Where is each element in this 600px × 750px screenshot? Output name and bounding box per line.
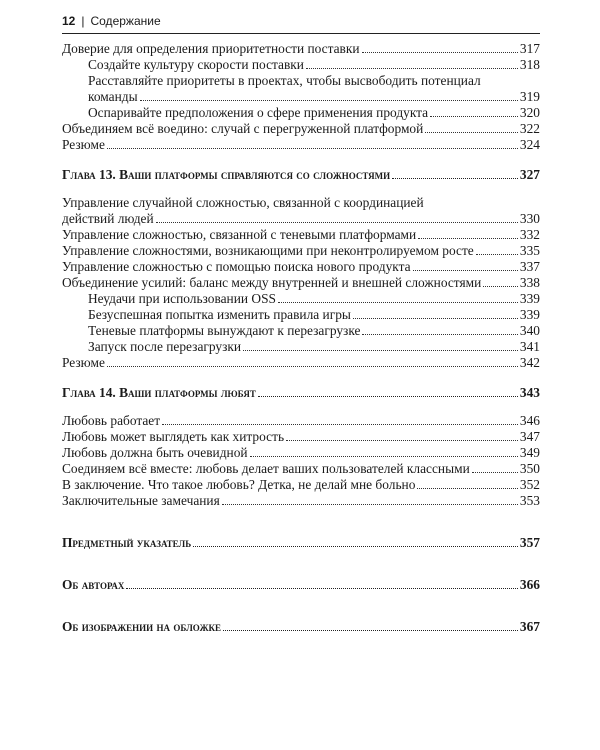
toc-entry-page: 340 — [519, 323, 540, 338]
toc-entry[interactable] — [62, 323, 540, 339]
toc-entry[interactable] — [62, 413, 540, 429]
toc-entry[interactable] — [62, 259, 540, 275]
toc-entry[interactable] — [62, 275, 540, 291]
toc-entry-title: Заключительные замечания — [62, 493, 220, 508]
toc-entry-title: Объединяем всё воедино: случай с перегруженной платформой — [62, 121, 424, 136]
toc-entry-page: 342 — [519, 355, 540, 370]
toc-entry-page: 319 — [519, 89, 540, 104]
toc-entry-page: 318 — [519, 57, 540, 72]
section-heading-index[interactable] — [62, 535, 540, 551]
toc-entry-page: 347 — [519, 429, 540, 444]
toc-entry-page: 346 — [519, 413, 540, 428]
chapter-page: 327 — [519, 167, 540, 182]
toc-entry[interactable] — [62, 291, 540, 307]
toc-entry-page: 353 — [519, 493, 540, 508]
leader-dots — [476, 254, 518, 255]
toc-entry-title: Резюме — [62, 355, 105, 370]
toc-entry-page: 349 — [519, 445, 540, 460]
toc-entry-title: Создайте культуру скорости поставки — [88, 57, 304, 72]
header-page-number: 12 — [62, 14, 76, 28]
chapter-title: Глава 14. Ваши платформы любят — [62, 385, 256, 400]
toc-entry-title: Управление сложностями, возникающими при неконтролируемом росте — [62, 243, 474, 258]
toc-entry-title: команды — [88, 89, 138, 104]
leader-dots — [222, 504, 518, 505]
leader-dots — [392, 178, 518, 179]
toc-entry-page: 317 — [519, 41, 540, 56]
leader-dots — [193, 546, 518, 547]
toc-entry-page: 324 — [519, 137, 540, 152]
toc-entry-title: Объединение усилий: баланс между внутренней и внешней сложностями — [62, 275, 482, 290]
toc-entry[interactable] — [62, 355, 540, 371]
toc-entry-page: 339 — [519, 307, 540, 322]
toc-entry-page: 320 — [519, 105, 540, 120]
section-page: 357 — [519, 535, 540, 550]
toc-entry-title: Безуспешная попытка изменить правила игры — [88, 307, 351, 322]
toc-entry-title-line1: Расставляйте приоритеты в проектах, чтобы высвободить потенциал — [88, 73, 481, 88]
toc-entry-title-line1: Управление случайной сложностью, связанной с координацией — [62, 195, 424, 210]
toc-entry-title: Оспаривайте предположения о сфере применения продукта — [88, 105, 429, 120]
leader-dots — [156, 222, 518, 223]
toc-entry-title: Любовь должна быть очевидной — [62, 445, 248, 460]
toc-entry-title: Запуск после перезагрузки — [88, 339, 242, 354]
leader-dots — [425, 132, 518, 133]
leader-dots — [417, 488, 517, 489]
header-title: Содержание — [90, 14, 161, 28]
chapter-heading-14[interactable] — [62, 385, 540, 401]
toc-entry[interactable] — [62, 493, 540, 509]
toc-entry-page: 352 — [519, 477, 540, 492]
toc-entry[interactable] — [62, 105, 540, 121]
leader-dots — [362, 334, 517, 335]
section-page: 367 — [519, 619, 540, 634]
leader-dots — [418, 238, 518, 239]
leader-dots — [362, 52, 518, 53]
table-of-contents — [62, 41, 540, 635]
toc-entry[interactable] — [62, 243, 540, 259]
toc-entry-title: В заключение. Что такое любовь? Детка, не делай мне больно — [62, 477, 416, 492]
leader-dots — [353, 318, 518, 319]
leader-dots — [472, 472, 518, 473]
leader-dots — [258, 396, 518, 397]
toc-entry-title: Доверие для определения приоритетности поставки — [62, 41, 360, 56]
toc-entry[interactable] — [62, 121, 540, 137]
section-title: Об авторах — [62, 577, 125, 592]
section-heading-cover[interactable] — [62, 619, 540, 635]
section-page: 366 — [519, 577, 540, 592]
section-title: Об изображении на обложке — [62, 619, 221, 634]
section-heading-authors[interactable] — [62, 577, 540, 593]
toc-entry[interactable] — [62, 461, 540, 477]
toc-entry-page: 330 — [519, 211, 540, 226]
chapter-page: 343 — [519, 385, 540, 400]
toc-entry[interactable] — [62, 137, 540, 153]
leader-dots — [413, 270, 518, 271]
toc-entry[interactable] — [62, 477, 540, 493]
leader-dots — [107, 148, 518, 149]
leader-dots — [286, 440, 518, 441]
toc-entry[interactable] — [62, 57, 540, 73]
running-header — [62, 12, 540, 32]
header-separator: | — [81, 14, 85, 28]
toc-entry[interactable] — [62, 445, 540, 461]
leader-dots — [243, 350, 518, 351]
toc-entry-title: Теневые платформы вынуждают к перезагрузке — [88, 323, 361, 338]
toc-entry-title: Соединяем всё вместе: любовь делает ваших пользователей классными — [62, 461, 470, 476]
toc-entry-page: 322 — [519, 121, 540, 136]
leader-dots — [223, 630, 518, 631]
toc-entry-title: действий людей — [62, 211, 154, 226]
leader-dots — [483, 286, 518, 287]
toc-entry[interactable] — [62, 227, 540, 243]
leader-dots — [278, 302, 518, 303]
leader-dots — [107, 366, 518, 367]
toc-entry-page: 335 — [519, 243, 540, 258]
chapter-title: Глава 13. Ваши платформы справляются со сложностями — [62, 167, 391, 182]
toc-entry-page: 338 — [519, 275, 540, 290]
toc-entry-page: 332 — [519, 227, 540, 242]
toc-entry-page: 341 — [519, 339, 540, 354]
toc-entry-title: Резюме — [62, 137, 105, 152]
chapter-heading-13[interactable] — [62, 167, 540, 183]
toc-entry[interactable] — [62, 307, 540, 323]
toc-entry[interactable] — [62, 339, 540, 355]
leader-dots — [306, 68, 518, 69]
toc-entry-title: Неудачи при использовании OSS — [88, 291, 276, 306]
toc-entry-title: Управление сложностью с помощью поиска нового продукта — [62, 259, 411, 274]
toc-entry[interactable] — [62, 429, 540, 445]
toc-entry[interactable] — [62, 211, 540, 227]
toc-entry[interactable] — [62, 41, 540, 57]
toc-entry-title: Управление сложностью, связанной с теневыми платформами — [62, 227, 417, 242]
toc-entry-page: 337 — [519, 259, 540, 274]
toc-entry[interactable] — [62, 89, 540, 105]
toc-entry-page: 350 — [519, 461, 540, 476]
leader-dots — [126, 588, 518, 589]
header-rule — [62, 33, 540, 34]
section-title: Предметный указатель — [62, 535, 192, 550]
toc-entry-title: Любовь работает — [62, 413, 161, 428]
toc-entry-title: Любовь может выглядеть как хитрость — [62, 429, 285, 444]
toc-entry-page: 339 — [519, 291, 540, 306]
leader-dots — [250, 456, 518, 457]
leader-dots — [140, 100, 518, 101]
leader-dots — [162, 424, 518, 425]
leader-dots — [430, 116, 518, 117]
